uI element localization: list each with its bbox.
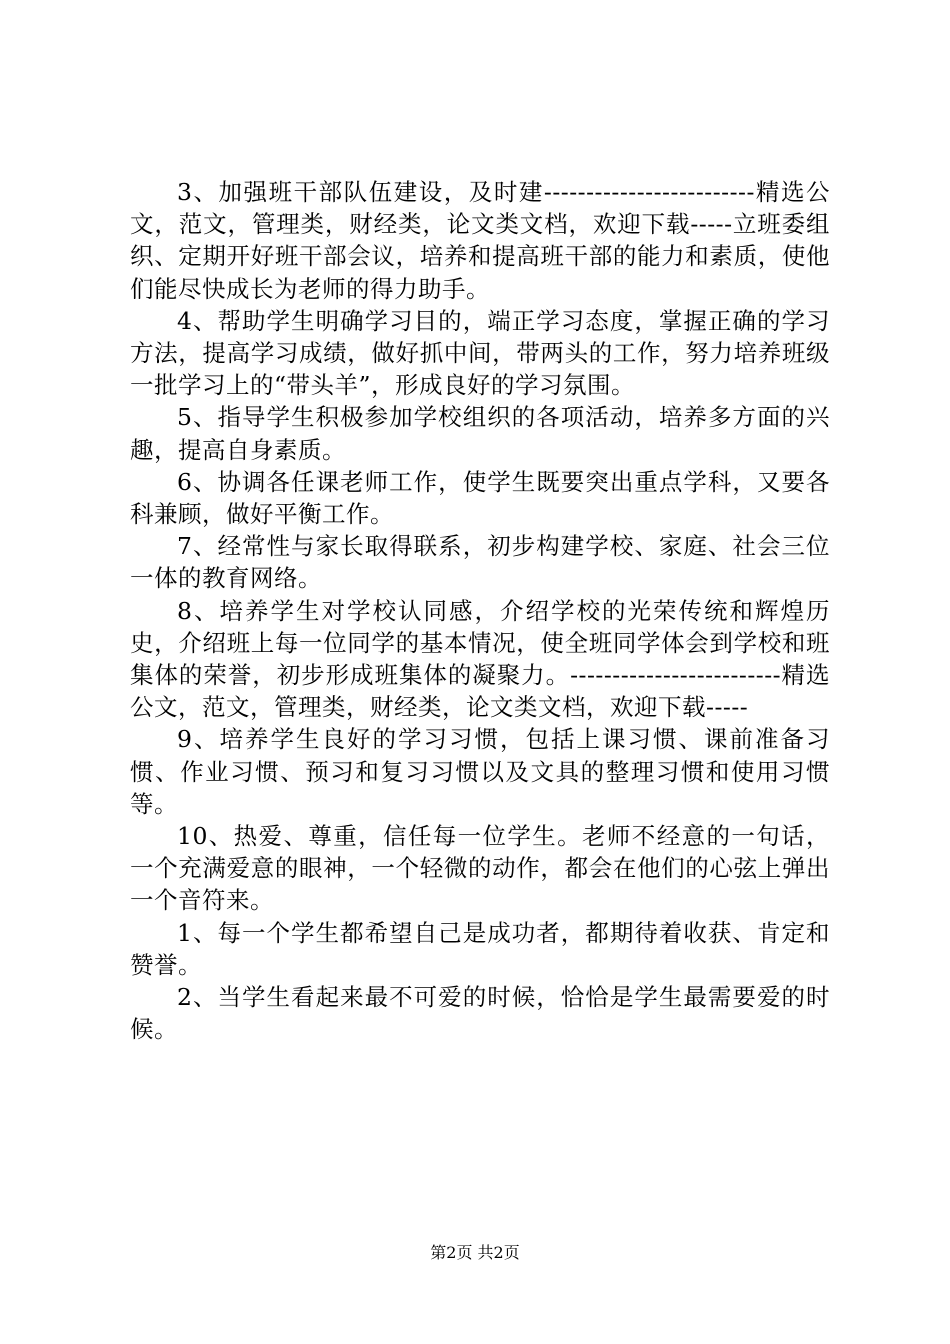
paragraph-8: 8、培养学生对学校认同感，介绍学校的光荣传统和辉煌历史，介绍班上每一位同学的基本情况，使全班同学体会到学校和班集体的荣誉，初步形成班集体的凝聚力。-------------------------精选公文，范文，管理类，财经类，论文类文档，欢迎下载----- — [130, 596, 830, 722]
paragraph-4: 4、帮助学生明确学习目的，端正学习态度，掌握正确的学习方法，提高学习成绩，做好抓中间，带两头的工作，努力培养班级一批学习上的“带头羊”，形成良好的学习氛围。 — [130, 306, 830, 400]
paragraph-9: 9、培养学生良好的学习习惯，包括上课习惯、课前准备习惯、作业习惯、预习和复习习惯以及文具的整理习惯和使用习惯等。 — [130, 725, 830, 818]
paragraph-sub-1: 1、每一个学生都希望自己是成功者，都期待着收获、肯定和赞誉。 — [130, 918, 830, 979]
paragraph-3: 3、加强班干部队伍建设，及时建-------------------------精选公文，范文，管理类，财经类，论文类文档，欢迎下载-----立班委组织、定期开好班干部会议，培养和提高班干部的能力和素质，使他们能尽快成长为老师的得力助手。 — [130, 178, 830, 303]
paragraph-sub-2: 2、当学生看起来最不可爱的时候，恰恰是学生最需要爱的时候。 — [130, 983, 830, 1044]
paragraph-6: 6、协调各任课老师工作，使学生既要突出重点学科，又要各科兼顾，做好平衡工作。 — [130, 467, 830, 529]
document-body — [130, 176, 830, 1045]
page-number-footer: 第2页 共2页 — [430, 1243, 520, 1262]
paragraph-7: 7、经常性与家长取得联系，初步构建学校、家庭、社会三位一体的教育网络。 — [130, 532, 830, 593]
paragraph-10: 10、热爱、尊重，信任每一位学生。老师不经意的一句话，一个充满爱意的眼神，一个轻微的动作，都会在他们的心弦上弹出一个音符来。 — [130, 822, 830, 915]
paragraph-5: 5、指导学生积极参加学校组织的各项活动，培养多方面的兴趣，提高自身素质。 — [130, 403, 830, 464]
